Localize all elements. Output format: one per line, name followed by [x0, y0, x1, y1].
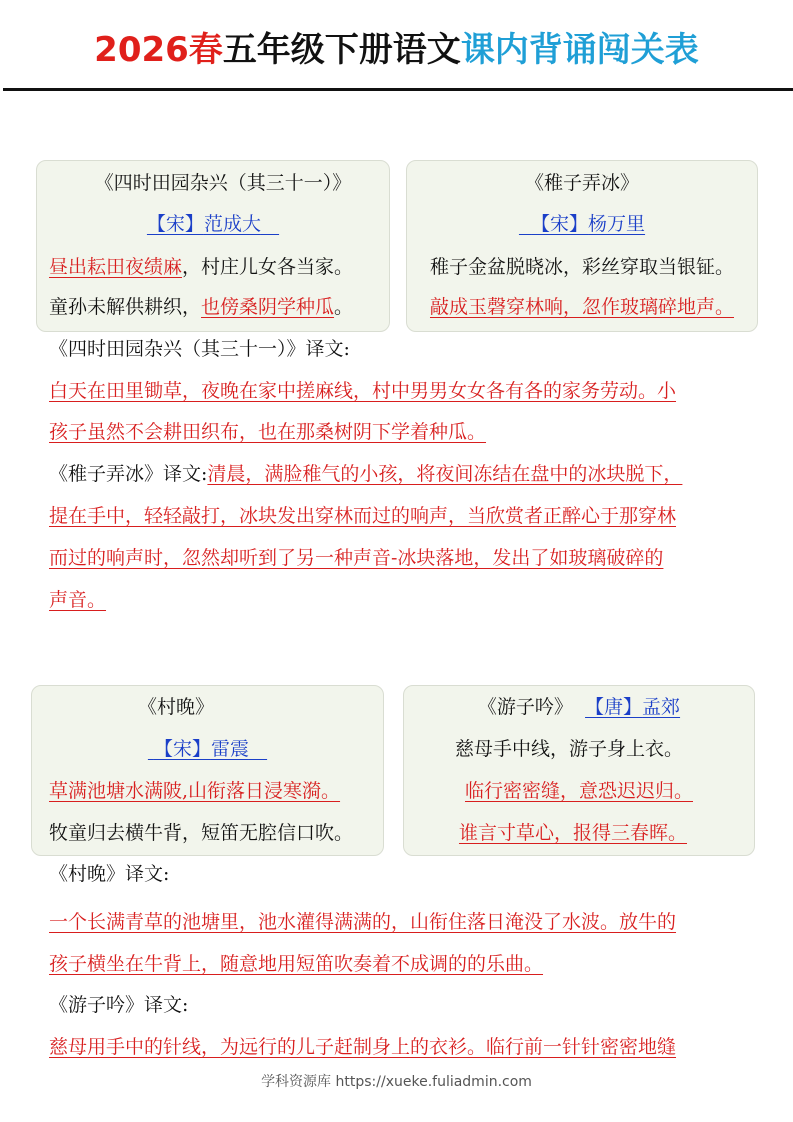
poem2-line2: 敲成玉磬穿林响，忽作玻璃碎地声。 — [429, 296, 734, 318]
trans1-line: 白天在田里锄草，夜晚在家中搓麻线，村中男男女女各有各的家务劳动。小 — [49, 380, 677, 402]
trans4-label: 《游子吟》译文: — [49, 994, 189, 1016]
poem3-title: 《村晚》 — [137, 696, 214, 718]
poem1-author: 【宋】范成大 — [146, 213, 261, 235]
trans3-line: 一个长满青草的池塘里，池水灌得满满的，山衔住落日淹没了水波。放牛的 — [49, 911, 677, 933]
trans1-label: 《四时田园杂兴（其三十一）》译文: — [49, 338, 350, 360]
trans1-line: 孩子虽然不会耕田织布，也在那桑树阴下学着种瓜。 — [49, 421, 487, 443]
title-subject: 课内背诵闯关表 — [460, 30, 699, 70]
trans2-line: 提在手中，轻轻敲打，冰块发出穿林而过的响声，当欣赏者正醉心于那穿林 — [49, 505, 677, 527]
poem2-line1: 稚子金盆脱晓冰，彩丝穿取当银钲。 — [429, 256, 734, 278]
poem3-line1: 草满池塘水满陂,山衔落日浸寒漪。 — [49, 780, 341, 802]
page-title — [0, 22, 793, 71]
poem1-title: 《四时田园杂兴（其三十一）》 — [94, 172, 352, 194]
poem2-title: 《稚子弄冰》 — [524, 172, 639, 194]
poem2-author: 【宋】杨万里 — [531, 213, 646, 235]
poem4-line3: 谁言寸草心，报得三春晖。 — [458, 822, 687, 844]
trans3-line: 孩子横坐在牛背上，随意地用短笛吹奏着不成调的的乐曲。 — [49, 953, 544, 975]
poem3-author: 【宋】雷震 — [153, 738, 249, 760]
title-year: 2026春 — [94, 30, 223, 70]
footer-source: 学科资源库 https://xueke.fuliadmin.com — [261, 1074, 532, 1090]
poem4-title: 《游子吟》 【唐】孟郊 — [477, 696, 681, 718]
trans2-line: 而过的响声时，忽然却听到了另一种声音-冰块落地，发出了如玻璃破碎的 — [49, 547, 664, 569]
poem4-line2: 临行密密缝，意恐迟迟归。 — [464, 780, 693, 802]
title-divider — [3, 88, 793, 91]
trans4-line: 慈母用手中的针线，为远行的儿子赶制身上的衣衫。临行前一针针密密地缝 — [49, 1036, 677, 1058]
poem4-line1: 慈母手中线，游子身上衣。 — [454, 738, 683, 760]
title-grade: 五年级下册语文 — [222, 30, 461, 70]
poem1-line1: 昼出耘田夜绩麻，村庄儿女各当家。 — [49, 256, 354, 278]
trans2-label: 《稚子弄冰》译文: — [49, 463, 208, 485]
trans2-first-line: 《稚子弄冰》译文:清晨，满脸稚气的小孩，将夜间冻结在盘中的冰块脱下， — [49, 463, 683, 485]
poem3-line2: 牧童归去横牛背，短笛无腔信口吹。 — [49, 822, 354, 844]
trans2-line: 声音。 — [49, 589, 107, 611]
poem1-line2: 童孙未解供耕织，也傍桑阴学种瓜。 — [49, 296, 354, 318]
trans3-label: 《村晚》译文: — [49, 863, 170, 885]
